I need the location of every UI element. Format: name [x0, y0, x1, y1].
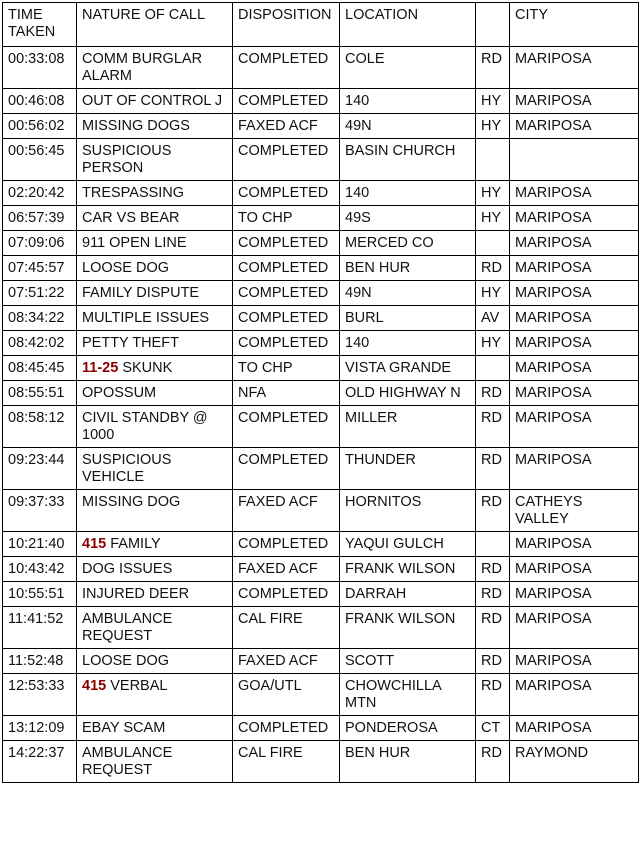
- table-row: [3, 674, 639, 716]
- location-cell: MERCED CO: [340, 231, 476, 256]
- nature-cell: [77, 231, 233, 256]
- nature-cell: [77, 674, 233, 716]
- table-row: [3, 181, 639, 206]
- city-cell: MARIPOSA: [510, 114, 639, 139]
- location-cell: BEN HUR: [340, 256, 476, 281]
- nature-text: MISSING DOG: [82, 494, 181, 510]
- street-suffix-cell: AV: [476, 306, 510, 331]
- time-cell: 07:51:22: [3, 281, 77, 306]
- nature-text: DOG ISSUES: [82, 561, 173, 577]
- city-cell: MARIPOSA: [510, 256, 639, 281]
- nature-cell: [77, 716, 233, 741]
- location-cell: 49N: [340, 114, 476, 139]
- table-row: [3, 448, 639, 490]
- city-cell: MARIPOSA: [510, 331, 639, 356]
- nature-text: FAMILY DISPUTE: [82, 285, 200, 301]
- table-row: [3, 356, 639, 381]
- time-cell: 08:45:45: [3, 356, 77, 381]
- street-suffix-cell: RD: [476, 557, 510, 582]
- street-suffix-cell: RD: [476, 741, 510, 783]
- city-cell: MARIPOSA: [510, 356, 639, 381]
- header-nature-of-call: NATURE OF CALL: [77, 3, 233, 47]
- disposition-cell: NFA: [233, 381, 340, 406]
- disposition-cell: CAL FIRE: [233, 607, 340, 649]
- table-row: [3, 607, 639, 649]
- time-cell: 08:55:51: [3, 381, 77, 406]
- city-cell: MARIPOSA: [510, 231, 639, 256]
- street-suffix-cell: HY: [476, 114, 510, 139]
- nature-text: LOOSE DOG: [82, 653, 170, 669]
- nature-text: SUSPICIOUS PERSON: [82, 143, 176, 176]
- location-cell: FRANK WILSON: [340, 557, 476, 582]
- time-cell: 11:52:48: [3, 649, 77, 674]
- nature-text: CIVIL STANDBY @ 1000: [82, 410, 212, 443]
- nature-cell: [77, 649, 233, 674]
- nature-cell: [77, 181, 233, 206]
- disposition-cell: COMPLETED: [233, 331, 340, 356]
- call-code: 11-25: [82, 360, 119, 376]
- city-cell: MARIPOSA: [510, 716, 639, 741]
- table-row: [3, 47, 639, 89]
- time-cell: 12:53:33: [3, 674, 77, 716]
- disposition-cell: COMPLETED: [233, 532, 340, 557]
- street-suffix-cell: HY: [476, 89, 510, 114]
- table-row: [3, 716, 639, 741]
- location-cell: MILLER: [340, 406, 476, 448]
- city-cell: CATHEYS VALLEY: [510, 490, 639, 532]
- city-cell: MARIPOSA: [510, 181, 639, 206]
- city-cell: MARIPOSA: [510, 607, 639, 649]
- location-cell: OLD HIGHWAY N: [340, 381, 476, 406]
- nature-text: SKUNK: [118, 360, 173, 376]
- street-suffix-cell: HY: [476, 181, 510, 206]
- disposition-cell: FAXED ACF: [233, 490, 340, 532]
- location-cell: DARRAH: [340, 582, 476, 607]
- street-suffix-cell: RD: [476, 582, 510, 607]
- street-suffix-cell: RD: [476, 674, 510, 716]
- nature-text: OUT OF CONTROL J: [82, 93, 223, 109]
- location-cell: CHOWCHILLA MTN: [340, 674, 476, 716]
- location-cell: 140: [340, 181, 476, 206]
- disposition-cell: COMPLETED: [233, 231, 340, 256]
- time-cell: 08:42:02: [3, 331, 77, 356]
- nature-text: VERBAL: [106, 678, 168, 694]
- table-row: [3, 89, 639, 114]
- location-cell: BASIN CHURCH: [340, 139, 476, 181]
- street-suffix-cell: HY: [476, 281, 510, 306]
- location-cell: VISTA GRANDE: [340, 356, 476, 381]
- city-cell: MARIPOSA: [510, 406, 639, 448]
- table-row: [3, 649, 639, 674]
- nature-text: EBAY SCAM: [82, 720, 166, 736]
- nature-cell: [77, 448, 233, 490]
- time-cell: 00:56:02: [3, 114, 77, 139]
- time-cell: 07:45:57: [3, 256, 77, 281]
- location-cell: COLE: [340, 47, 476, 89]
- city-cell: MARIPOSA: [510, 557, 639, 582]
- call-log-table: [2, 2, 639, 783]
- city-cell: MARIPOSA: [510, 381, 639, 406]
- nature-cell: [77, 306, 233, 331]
- location-cell: BURL: [340, 306, 476, 331]
- location-cell: 140: [340, 331, 476, 356]
- time-cell: 00:56:45: [3, 139, 77, 181]
- nature-text: MULTIPLE ISSUES: [82, 310, 210, 326]
- disposition-cell: COMPLETED: [233, 582, 340, 607]
- table-row: [3, 557, 639, 582]
- nature-text: LOOSE DOG: [82, 260, 170, 276]
- table-row: [3, 206, 639, 231]
- nature-text: PETTY THEFT: [82, 335, 179, 351]
- disposition-cell: COMPLETED: [233, 47, 340, 89]
- nature-cell: [77, 89, 233, 114]
- time-cell: 02:20:42: [3, 181, 77, 206]
- nature-cell: [77, 557, 233, 582]
- city-cell: [510, 139, 639, 181]
- city-cell: MARIPOSA: [510, 47, 639, 89]
- nature-text: FAMILY: [106, 536, 161, 552]
- street-suffix-cell: RD: [476, 607, 510, 649]
- street-suffix-cell: RD: [476, 490, 510, 532]
- nature-cell: [77, 47, 233, 89]
- city-cell: MARIPOSA: [510, 206, 639, 231]
- time-cell: 10:43:42: [3, 557, 77, 582]
- nature-text: MISSING DOGS: [82, 118, 190, 134]
- disposition-cell: FAXED ACF: [233, 649, 340, 674]
- time-cell: 10:21:40: [3, 532, 77, 557]
- disposition-cell: CAL FIRE: [233, 741, 340, 783]
- street-suffix-cell: RD: [476, 448, 510, 490]
- time-cell: 14:22:37: [3, 741, 77, 783]
- location-cell: FRANK WILSON: [340, 607, 476, 649]
- location-cell: 49N: [340, 281, 476, 306]
- disposition-cell: TO CHP: [233, 206, 340, 231]
- location-cell: 140: [340, 89, 476, 114]
- city-cell: MARIPOSA: [510, 448, 639, 490]
- time-cell: 13:12:09: [3, 716, 77, 741]
- street-suffix-cell: HY: [476, 206, 510, 231]
- disposition-cell: COMPLETED: [233, 139, 340, 181]
- time-cell: 06:57:39: [3, 206, 77, 231]
- header-disposition: DISPOSITION: [233, 3, 340, 47]
- street-suffix-cell: HY: [476, 331, 510, 356]
- table-row: [3, 306, 639, 331]
- table-row: [3, 114, 639, 139]
- location-cell: SCOTT: [340, 649, 476, 674]
- time-cell: 08:58:12: [3, 406, 77, 448]
- nature-cell: [77, 356, 233, 381]
- call-code: 415: [82, 536, 107, 552]
- street-suffix-cell: RD: [476, 256, 510, 281]
- table-row: [3, 381, 639, 406]
- disposition-cell: FAXED ACF: [233, 114, 340, 139]
- nature-text: 911 OPEN LINE: [82, 235, 187, 251]
- nature-text: AMBULANCE REQUEST: [82, 611, 177, 644]
- header-location: LOCATION: [340, 3, 476, 47]
- time-cell: 09:37:33: [3, 490, 77, 532]
- disposition-cell: COMPLETED: [233, 89, 340, 114]
- disposition-cell: COMPLETED: [233, 281, 340, 306]
- nature-cell: [77, 582, 233, 607]
- street-suffix-cell: [476, 356, 510, 381]
- disposition-cell: COMPLETED: [233, 406, 340, 448]
- header-suffix: [476, 3, 510, 47]
- nature-cell: [77, 331, 233, 356]
- disposition-cell: COMPLETED: [233, 716, 340, 741]
- table-row: [3, 231, 639, 256]
- nature-cell: [77, 381, 233, 406]
- table-row: [3, 741, 639, 783]
- table-row: [3, 256, 639, 281]
- table-row: [3, 532, 639, 557]
- nature-cell: [77, 490, 233, 532]
- header-city: CITY: [510, 3, 639, 47]
- time-cell: 11:41:52: [3, 607, 77, 649]
- street-suffix-cell: [476, 231, 510, 256]
- nature-text: CAR VS BEAR: [82, 210, 180, 226]
- nature-cell: [77, 741, 233, 783]
- city-cell: MARIPOSA: [510, 306, 639, 331]
- header-row: [3, 3, 639, 47]
- header-time-taken: TIME TAKEN: [3, 3, 77, 47]
- disposition-cell: TO CHP: [233, 356, 340, 381]
- disposition-cell: COMPLETED: [233, 181, 340, 206]
- table-row: [3, 281, 639, 306]
- location-cell: BEN HUR: [340, 741, 476, 783]
- nature-text: SUSPICIOUS VEHICLE: [82, 452, 176, 485]
- location-cell: PONDEROSA: [340, 716, 476, 741]
- nature-text: COMM BURGLAR ALARM: [82, 51, 206, 84]
- street-suffix-cell: RD: [476, 381, 510, 406]
- location-cell: YAQUI GULCH: [340, 532, 476, 557]
- location-cell: THUNDER: [340, 448, 476, 490]
- nature-cell: [77, 256, 233, 281]
- nature-cell: [77, 281, 233, 306]
- time-cell: 00:46:08: [3, 89, 77, 114]
- nature-text: TRESPASSING: [82, 185, 185, 201]
- disposition-cell: GOA/UTL: [233, 674, 340, 716]
- city-cell: RAYMOND: [510, 741, 639, 783]
- disposition-cell: FAXED ACF: [233, 557, 340, 582]
- nature-cell: [77, 206, 233, 231]
- time-cell: 00:33:08: [3, 47, 77, 89]
- time-cell: 09:23:44: [3, 448, 77, 490]
- disposition-cell: COMPLETED: [233, 256, 340, 281]
- street-suffix-cell: [476, 139, 510, 181]
- street-suffix-cell: RD: [476, 406, 510, 448]
- time-cell: 08:34:22: [3, 306, 77, 331]
- location-cell: HORNITOS: [340, 490, 476, 532]
- time-cell: 10:55:51: [3, 582, 77, 607]
- street-suffix-cell: CT: [476, 716, 510, 741]
- disposition-cell: COMPLETED: [233, 448, 340, 490]
- table-row: [3, 490, 639, 532]
- city-cell: MARIPOSA: [510, 532, 639, 557]
- city-cell: MARIPOSA: [510, 89, 639, 114]
- nature-text: AMBULANCE REQUEST: [82, 745, 177, 778]
- table-row: [3, 406, 639, 448]
- nature-text: INJURED DEER: [82, 586, 190, 602]
- nature-text: OPOSSUM: [82, 385, 157, 401]
- nature-cell: [77, 114, 233, 139]
- table-row: [3, 331, 639, 356]
- location-cell: 49S: [340, 206, 476, 231]
- nature-cell: [77, 532, 233, 557]
- nature-cell: [77, 607, 233, 649]
- table-row: [3, 139, 639, 181]
- city-cell: MARIPOSA: [510, 582, 639, 607]
- nature-cell: [77, 406, 233, 448]
- city-cell: MARIPOSA: [510, 281, 639, 306]
- disposition-cell: COMPLETED: [233, 306, 340, 331]
- city-cell: MARIPOSA: [510, 649, 639, 674]
- time-cell: 07:09:06: [3, 231, 77, 256]
- nature-cell: [77, 139, 233, 181]
- street-suffix-cell: RD: [476, 649, 510, 674]
- street-suffix-cell: [476, 532, 510, 557]
- city-cell: MARIPOSA: [510, 674, 639, 716]
- street-suffix-cell: RD: [476, 47, 510, 89]
- call-code: 415: [82, 678, 107, 694]
- table-row: [3, 582, 639, 607]
